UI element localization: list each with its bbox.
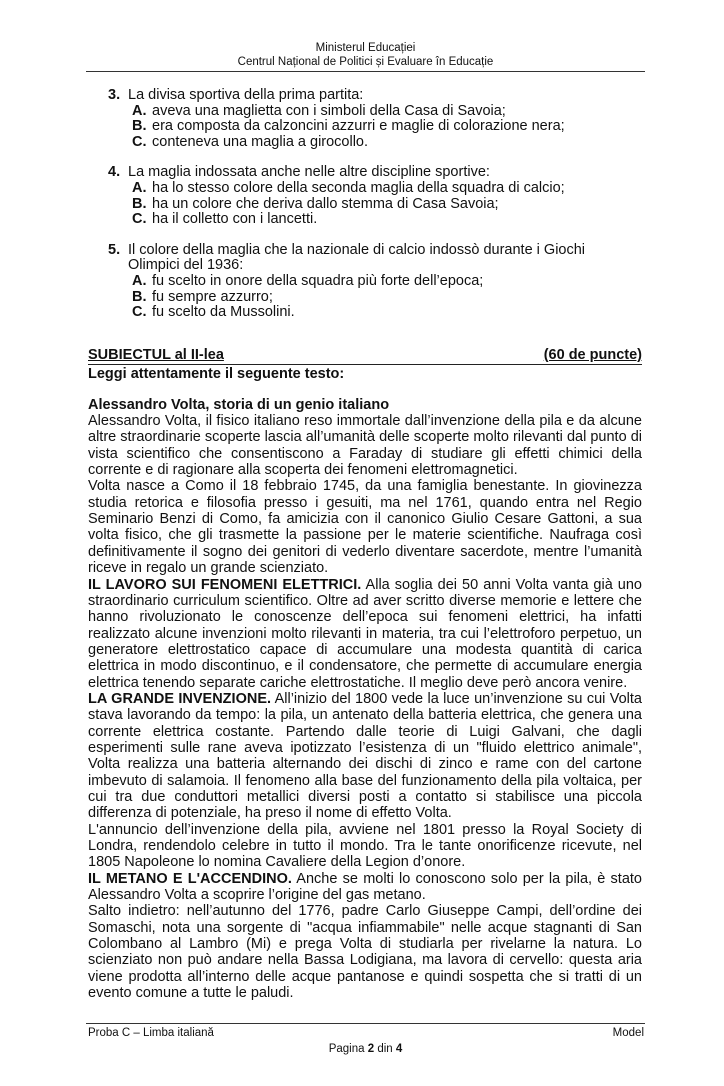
question-3 — [108, 88, 628, 150]
option-label: A. — [132, 102, 147, 119]
footer-model: Model — [612, 1027, 644, 1040]
option-b — [132, 290, 628, 306]
option-a — [132, 274, 628, 290]
section-heading — [88, 347, 642, 365]
paragraph-lead: IL LAVORO SUI FENOMENI ELETTRICI. — [88, 576, 362, 593]
question-stem: La divisa sportiva della prima partita: — [128, 87, 364, 103]
option-label: A. — [132, 272, 147, 289]
paragraph-text: Alla soglia dei 50 anni Volta vanta già uno straordinario curriculum scientifico. Oltre ad aver scritto diverse memorie e lettere che hanno rivoluzionato le conoscenze dell’epoca sui fenomeni elettrici, ha infatti realizzato alcune invenzioni molto rilevanti in materia, tra cui l’elettroforo perpetuo, un generatore elettrostatico capace di accumulare una modesta quantità di carica elettrica in modo discontinuo, e il condensatore, che permette di accumulare energia elettrica tenendo separate cariche elettrostatiche. Il meglio deve però ancora venire. — [88, 576, 642, 691]
paragraph-text: Volta nasce a Como il 18 febbraio 1745, da una famiglia benestante. In giovinezza studia retorica e filosofia presso i gesuiti, ma nel 1761, quando entra nel Regio Seminario Benzi di Como, fa amicizia con il canonico Giulio Cesare Gattoni, a sua volta fisico, che gli trasmette la passione per le materie scientifiche. Naufraga così definitivamente il sogno dei genitori di vederlo diventare sacerdote, mentre l’umanità riceve in regalo un grande scienziato. — [88, 478, 642, 577]
option-b — [132, 119, 628, 135]
option-text: fu scelto da Mussolini. — [152, 304, 295, 321]
question-5 — [108, 243, 628, 321]
option-a — [132, 104, 628, 120]
paragraph-text: Alessandro Volta, il fisico italiano reso immortale dall’invenzione della pila e da alcune altre straordinarie scoperte lascia all’umanità delle scoperte molto rilevanti dal punto di vista scientifico che consentiscono a Faraday di studiare gli effetti chimici della corrente e di ragionare alla scoperta dei fenomeni elettromagnetici. — [88, 413, 642, 479]
option-a — [132, 181, 628, 197]
option-label: C. — [132, 211, 147, 228]
article-paragraph — [88, 871, 642, 904]
option-c — [132, 135, 628, 151]
article-paragraph — [88, 691, 642, 822]
option-label: A. — [132, 179, 147, 196]
option-c — [132, 212, 628, 228]
header-divider — [86, 71, 645, 72]
page-current: 2 — [367, 1043, 375, 1056]
header-center: Centrul Național de Politici și Evaluare în Educație — [237, 56, 494, 68]
question-number: 5. — [108, 241, 121, 258]
option-text: era composta da calzoncini azzurri e maglie di colorazione nera; — [152, 118, 565, 135]
question-number: 4. — [108, 164, 121, 181]
page-footer — [88, 1026, 644, 1040]
article-title: Alessandro Volta, storia di un genio italiano — [88, 396, 390, 413]
section-points: (60 de puncte) — [543, 346, 642, 363]
option-text: fu sempre azzurro; — [152, 288, 273, 305]
page-prefix: Pagina — [328, 1043, 368, 1056]
option-c — [132, 305, 628, 321]
option-text: ha un colore che deriva dallo stemma di Casa Savoia; — [152, 195, 499, 212]
header-ministry: Ministerul Educației — [315, 42, 416, 54]
page-total: 4 — [395, 1043, 403, 1056]
paragraph-text: All’inizio del 1800 vede la luce un’invenzione su cui Volta stava lavorando da tempo: la pila, un antenato della batteria elettrica, che genera una corrente elettrica costante. Partendo dalle teorie di Luigi Galvani, che dagli esperimenti sulle rane aveva ipotizzato l’esistenza di un "fluido elettrico animale", Volta realizza una batteria alternando dei dischi di zinco e rame con del cartone imbevuto di salamoia. Il fenomeno alla base del funzionamento della pila voltaica, per cui tra due conduttori metallici diversi posti a contatto si stabilisce una piccola differenza di potenziale, ha preso il nome di effetto Volta. — [88, 690, 642, 822]
section-title: SUBIECTUL al II-lea — [88, 346, 224, 363]
question-stem: La maglia indossata anche nelle altre discipline sportive: — [128, 164, 490, 181]
option-text: fu scelto in onore della squadra più forte dell’epoca; — [152, 272, 484, 289]
option-text: ha lo stesso colore della seconda maglia della squadra di calcio; — [152, 179, 565, 196]
article-paragraph — [88, 478, 642, 576]
paragraph-lead: LA GRANDE INVENZIONE. — [88, 690, 272, 707]
footer-exam: Proba C – Limba italiană — [88, 1027, 214, 1040]
document-page — [86, 0, 645, 1086]
option-label: B. — [132, 195, 147, 212]
option-label: C. — [132, 133, 147, 150]
section-instruction: Leggi attentamente il seguente testo: — [88, 365, 345, 382]
page-separator: din — [374, 1043, 396, 1056]
option-label: C. — [132, 304, 147, 321]
option-label: B. — [132, 118, 147, 135]
option-label: B. — [132, 288, 147, 305]
article-paragraph — [88, 577, 642, 691]
article-paragraph — [88, 413, 642, 478]
article — [88, 397, 642, 1002]
option-text: aveva una maglietta con i simboli della Casa di Savoia; — [152, 102, 506, 119]
paragraph-text: Salto indietro: nell’autunno del 1776, padre Carlo Giuseppe Campi, dell’ordine dei Somaschi, nota una sorgente di "acqua infiammabile" nelle acque stagnanti di San Colombano al Lambro (Mi) e prega Volta di studiarla per rivelarne la natura. Lo scienziato non può andare nella Bassa Lodigiana, ma lavora di cervello: questa aria viene prodotta all’interno delle acque pantanose e quindi sospetta che si tratti di un evento comune a tutte le paludi. — [88, 903, 642, 1002]
page-header — [86, 41, 645, 69]
option-text: ha il colletto con i lancetti. — [152, 211, 318, 228]
article-paragraph — [88, 903, 642, 1001]
page-number — [86, 1042, 645, 1086]
question-number: 3. — [108, 87, 121, 103]
article-paragraph — [88, 822, 642, 871]
option-b — [132, 197, 628, 213]
paragraph-text: L'annuncio dell’invenzione della pila, avviene nel 1801 presso la Royal Society di Londra, rendendolo celebre in tutto il mondo. Tra le tante onorificenze ricevute, nel 1805 Napoleone lo nomina Cavaliere della Legion d’onore. — [88, 821, 642, 871]
paragraph-text: Anche se molti lo conoscono solo per la pila, è stato Alessandro Volta a scoprire l’origine del gas metano. — [88, 870, 642, 904]
question-stem: Il colore della maglia che la nazionale di calcio indossò durante i Giochi Olimpici del 1936: — [128, 241, 586, 274]
question-4 — [108, 165, 628, 227]
option-text: conteneva una maglia a girocollo. — [152, 133, 369, 150]
paragraph-lead: IL METANO E L'ACCENDINO. — [88, 870, 292, 887]
